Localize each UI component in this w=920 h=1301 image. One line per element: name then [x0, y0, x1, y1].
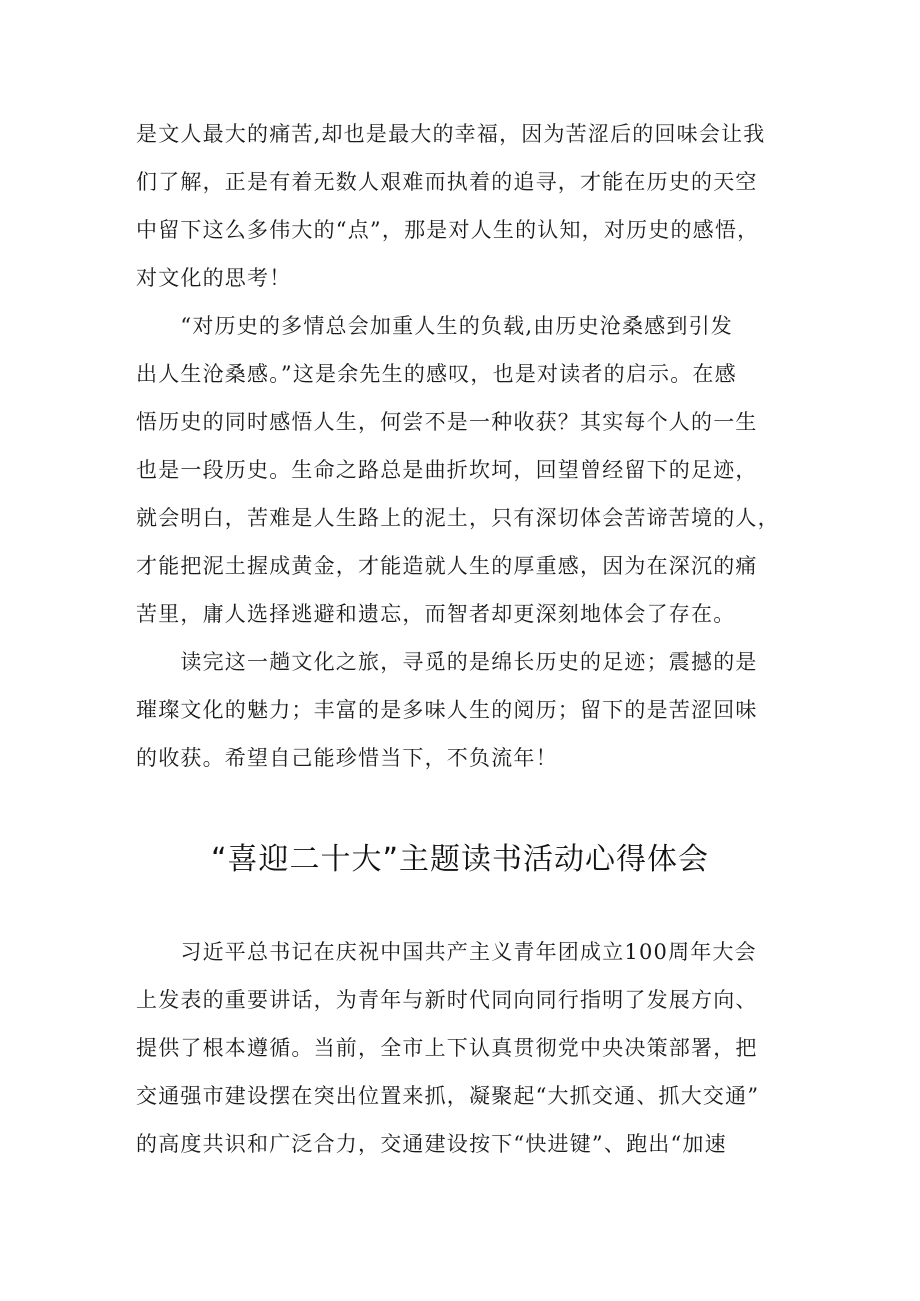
article-title: “喜迎二十大”主题读书活动心得体会: [210, 842, 710, 877]
text-line: 的收获。希望自己能珍惜当下，不负流年！: [136, 746, 558, 770]
text-line: 苦里，庸人选择逃避和遗忘，而智者却更深刻地体会了存在。: [136, 602, 736, 626]
text-line: 就会明白，苦难是人生路上的泥土，只有深切体会苦谛苦境的人，: [136, 506, 780, 530]
text-line: 习近平总书记在庆祝中国共产主义青年团成立100周年大会: [136, 940, 757, 964]
text-line: 悟历史的同时感悟人生，何尝不是一种收获？其实每个人的一生: [136, 410, 758, 434]
text-line: 对文化的思考！: [136, 266, 292, 290]
text-line: 交通强市建设摆在突出位置来抓，凝聚起“大抓交通、抓大交通”: [136, 1084, 760, 1108]
text-line: 的高度共识和广泛合力，交通建设按下“快进键”、跑出“加速: [136, 1132, 727, 1156]
text-line: 璀璨文化的魅力；丰富的是多味人生的阅历；留下的是苦涩回味: [136, 698, 758, 722]
text-line: 中留下这么多伟大的“点”，那是对人生的认知，对历史的感悟，: [136, 218, 760, 242]
text-line: 们了解，正是有着无数人艰难而执着的追寻，才能在历史的天空: [136, 170, 758, 194]
text-line: 上发表的重要讲话，为青年与新时代同向同行指明了发展方向、: [136, 988, 758, 1012]
text-line: “对历史的多情总会加重人生的负载,由历史沧桑感到引发: [136, 314, 734, 338]
text-line: 提供了根本遵循。当前，全市上下认真贯彻党中央决策部署，把: [136, 1036, 758, 1060]
text-line: 读完这一趟文化之旅，寻觅的是绵长历史的足迹；震撼的是: [136, 650, 758, 674]
article-body: [136, 928, 796, 1168]
text-line: 出人生沧桑感。”这是余先生的感叹，也是对读者的启示。在感: [136, 362, 737, 386]
text-line: 是文人最大的痛苦,却也是最大的幸福，因为苦涩后的回味会让我: [136, 122, 766, 146]
text-line: 也是一段历史。生命之路总是曲折坎坷，回望曾经留下的足迹，: [136, 458, 758, 482]
text-line: 才能把泥土握成黄金，才能造就人生的厚重感，因为在深沉的痛: [136, 554, 758, 578]
essay-body: [136, 110, 796, 782]
